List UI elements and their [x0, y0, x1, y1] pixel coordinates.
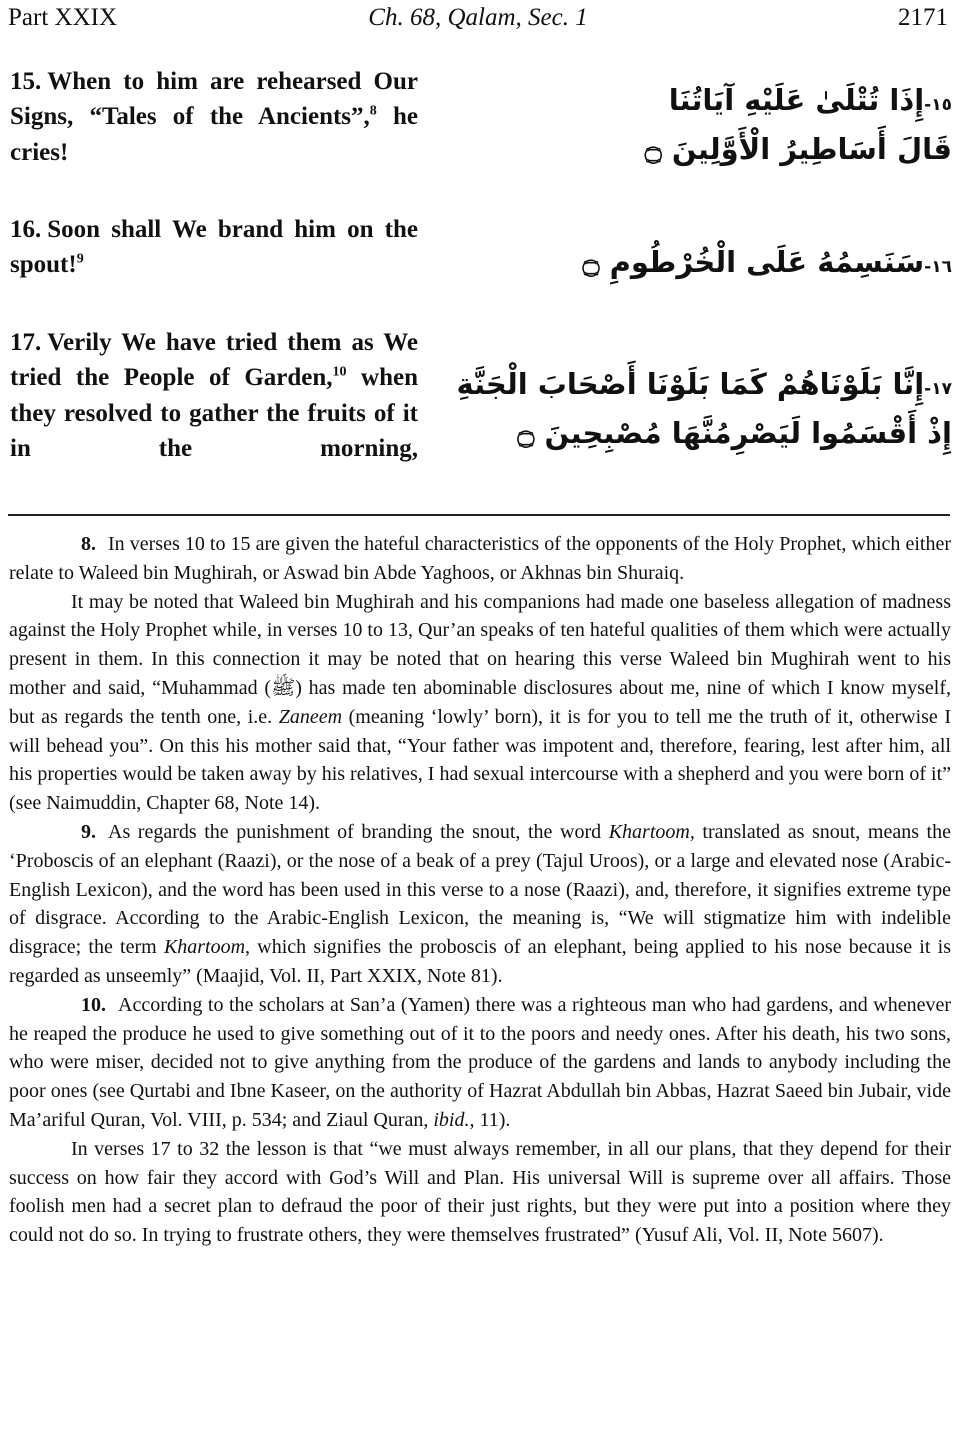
- verse-16-arabic: [582, 240, 952, 289]
- verse-text: When to him are rehearsed Our Signs, “Tales of the Ancients”,: [10, 68, 418, 131]
- note-text: which signifies the proboscis of an elephant, being applied to his nose because it is regarded as unseemly” (Maajid, Vol. II, Part XXIX, Note 81).: [9, 936, 951, 987]
- note-text: (meaning ‘lowly’ born), it is for you to tell me the truth of it, otherwise I will behead you”. On this his mother said that, “Your father was impotent and, therefore, fearing, lest after him, all his properties would be taken away by his relatives, I had sexual intercourse with a shepherd and you were born of it” (see Naimuddin, Chapter 68, Note 14).: [9, 705, 952, 815]
- note-text: In verses 10 to 15 are given the hateful characteristics of the opponents of the Holy Prophet, which either relate to Waleed bin Mughirah, or Aswad bin Abde Yaghoos, or Akhnas bin Shuraiq.: [9, 533, 951, 584]
- arabic-line: إِنَّا بَلَوْنَاهُمْ كَمَا بَلَوْنَا أَصْحَابَ الْجَنَّةِ: [456, 367, 925, 401]
- italic-term: Khartoom,: [608, 820, 695, 843]
- verse-15-arabic: [645, 78, 952, 171]
- verse-number: 16.: [10, 216, 42, 243]
- part-label: Part XXIX: [8, 4, 118, 31]
- note-number: 10.: [81, 993, 106, 1016]
- footnote-ref[interactable]: 9: [76, 251, 84, 267]
- note-text: In verses 17 to 32 the lesson is that “we must always remember, in all our plans, that they depend for their success on how fair they accord with God’s Will and Plan. His universal Will is supreme over all affairs. Those foolish men had a secret plan to defraud the poor of their just rights, but they were put into a position where they could not do so. In trying to frustrate others, they were themselves frustrated” (Yusuf Ali, Vol. II, Note 5607).: [9, 1137, 951, 1247]
- arabic-line: قَالَ أَسَاطِيرُ الْأَوَّلِينَ ۝: [644, 132, 952, 166]
- note-9: [9, 818, 951, 991]
- verse-15-translation: [10, 64, 418, 205]
- verse-text: Soon shall We brand him on the spout!: [10, 216, 418, 279]
- arabic-verse-number: ١٦-: [924, 257, 952, 277]
- note-text: 11).: [474, 1108, 511, 1131]
- verse-number: 15.: [10, 68, 42, 95]
- note-10: [9, 991, 951, 1135]
- italic-term: ibid.,: [433, 1108, 475, 1131]
- verse-number: 17.: [10, 329, 42, 356]
- verse-17-translation: [10, 325, 418, 501]
- italic-term: Zaneem: [278, 705, 343, 728]
- arabic-verse-number: ١٧-: [924, 379, 952, 399]
- footnote-ref[interactable]: 10: [332, 364, 347, 380]
- verse-17-arabic: [457, 362, 953, 455]
- chapter-title: Ch. 68, Qalam, Sec. 1: [368, 4, 588, 31]
- note-10-paragraph-2: [9, 1135, 951, 1250]
- verse-text: when they resolved to gather the fruits of it in the morning,: [10, 364, 418, 462]
- arabic-verse-number: ١٥-: [924, 95, 952, 115]
- note-number: 9.: [81, 820, 96, 843]
- note-8-paragraph-2: [9, 588, 951, 818]
- footnote-divider: [8, 514, 950, 516]
- note-text: According to the scholars at San’a (Yamen) there was a righteous man who had gardens, and whenever he reaped the produce he used to give something out of it to the poors and needy ones. After his death, his two sons, who were miser, decided not to give anything from the produce of the gardens and lands to anybody including the poor ones (see Qurtabi and Ibne Kaseer, on the authority of Hazrat Abdullah bin Abbas, Hazrat Saeed bin Jubair, vide Ma’ariful Quran, Vol. VIII, p. 534; and Ziaul Quran,: [9, 993, 951, 1131]
- note-text: As regards the punishment of branding the snout, the word: [108, 820, 609, 843]
- note-number: 8.: [81, 533, 96, 555]
- verse-text: Verily We have tried them as We tried the People of Garden,: [10, 329, 418, 392]
- arabic-line: إِذَا تُتْلَىٰ عَلَيْهِ آيَاتُنَا: [668, 83, 925, 117]
- italic-term: Khartoom,: [163, 936, 251, 959]
- arabic-line: إِذْ أَقْسَمُوا لَيَصْرِمُنَّهَا مُصْبِحِينَ ۝: [517, 416, 952, 450]
- page-header: [8, 4, 948, 34]
- footnotes: [9, 530, 951, 1250]
- note-8: [9, 530, 951, 588]
- verse-16-translation: [10, 212, 418, 318]
- note-text: translated as snout, means the ‘Proboscis of an elephant (Raazi), or the nose of a beak of a prey (Tajul Uroos), or a large and elevated nose (Arabic-English Lexicon), and the word has been used in this verse to a nose (Raazi), and, therefore, it signifies extreme type of disgrace. According to the Arabic-English Lexicon, the meaning is, “We will stigmatize him with indelible disgrace; the term: [9, 820, 951, 959]
- page-number: 2171: [898, 4, 948, 31]
- verse-text: he cries!: [10, 103, 419, 166]
- footnote-ref[interactable]: 8: [369, 103, 377, 119]
- note-text: It may be noted that Waleed bin Mughirah and his companions had made one baseless allegation of madness against the Holy Prophet while, in verses 10 to 13, Qur’an speaks of ten hateful qualities of them which were actually present in them. In this connection it may be noted that on hearing this verse Waleed bin Mughirah went to his mother and said, “Muhammad (ﷺ) has made ten abominable disclosures about me, nine of which I know myself, but as regards the tenth one, i.e.: [9, 590, 951, 728]
- arabic-line: سَنَسِمُهُ عَلَى الْخُرْطُومِ ۝: [582, 245, 925, 279]
